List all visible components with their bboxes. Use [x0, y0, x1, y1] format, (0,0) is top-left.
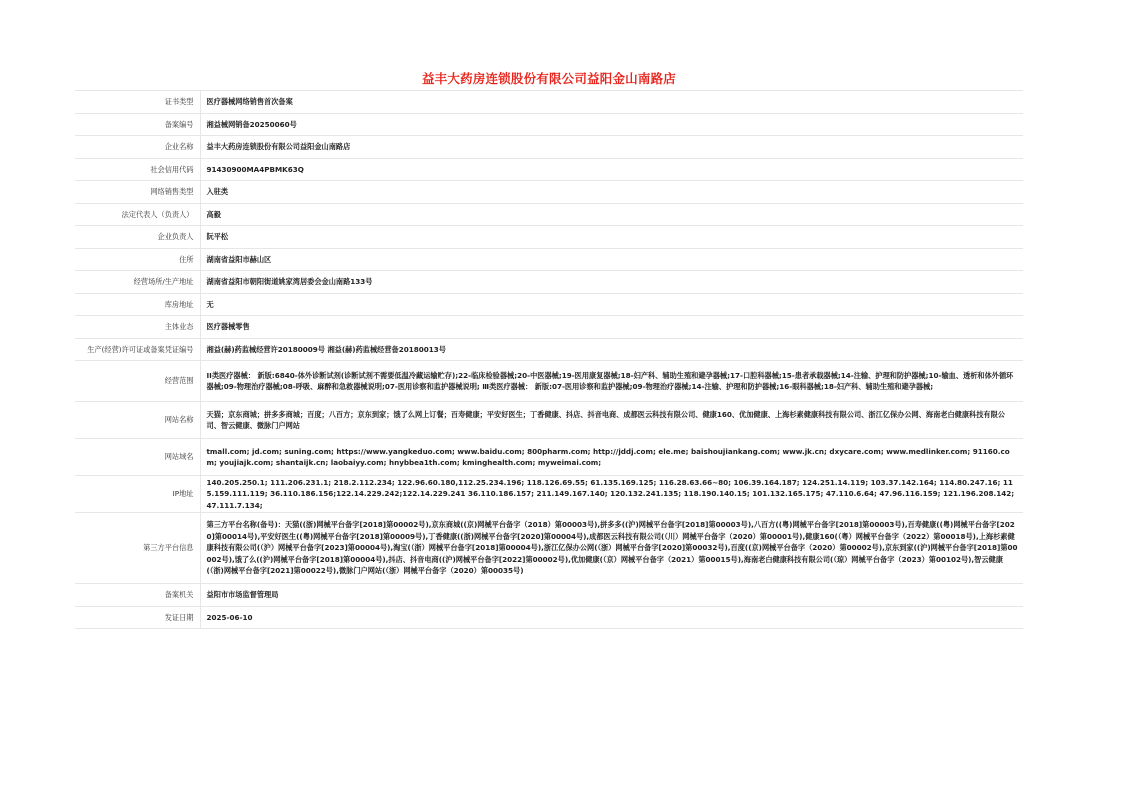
- row-legal-rep: [75, 203, 1023, 226]
- label-domains: 网站域名: [75, 439, 200, 476]
- label-legal-rep: 法定代表人（负责人）: [75, 203, 200, 226]
- label-warehouse: 库房地址: [75, 293, 200, 316]
- row-filing-authority: [75, 584, 1023, 607]
- label-company-head: 企业负责人: [75, 226, 200, 249]
- value-warehouse: 无: [200, 293, 1023, 316]
- value-company-name: 益丰大药房连锁股份有限公司益阳金山南路店: [200, 136, 1023, 159]
- label-filing-authority: 备案机关: [75, 584, 200, 607]
- label-ip-addresses: IP地址: [75, 476, 200, 513]
- row-company-name: [75, 136, 1023, 159]
- value-credit-code: 91430900MA4PBMK63Q: [200, 158, 1023, 181]
- value-third-party-platforms: 第三方平台名称(备号)：天猫((浙)网械平台备字[2018]第00002号),京东商城((京)网械平台备字（2018）第00003号),拼多多((沪)网械平台备字[2018]第00003号),八百方((粤)网械平台备字[2018]第00003号),百寿健康((粤)网械平台备字[2020]第00014号),平安好医生((粤)网械平台备字[2018]第00009号),丁香健康((浙)网械平台备字[2020]第00004号),成都医云科技有限公司(（川）网械平台备字（2020）第00001号),健康160(（粤）网械平台备字（2022）第00018号),上海杉素健康科技有限公司(（沪）网械平台备字[2023]第00004号),淘宝(（浙）网械平台备字[2018]第00004号),浙江亿保办公网(（浙）网械平台备字[2020]第00032号),百度((京)网械平台备字（2020）第00002号),京东到家((沪)网械平台备字[2018]第00002号),饿了么((沪)网械平台备字[2018]第00004号),抖店、抖音电商((沪)网械平台备字[2022]第00002号),优加健康(（京）网械平台备字（2021）第00015号),海南老白健康科技有限公司(（琼）网械平台备字（2023）第00102号),智云健康(（浙)网械平台备字[2021]第00022号),微脉门户网站(（浙）网械平台备字（2020）第00035号): [200, 513, 1023, 584]
- info-table: [75, 91, 1023, 629]
- row-filing-number: [75, 113, 1023, 136]
- label-certificate-type: 证书类型: [75, 91, 200, 113]
- label-issue-date: 发证日期: [75, 606, 200, 629]
- label-license-number: 生产(经营)许可证或备案凭证编号: [75, 338, 200, 361]
- row-residence: [75, 248, 1023, 271]
- label-business-address: 经营场所/生产地址: [75, 271, 200, 294]
- label-website-names: 网站名称: [75, 402, 200, 439]
- row-company-head: [75, 226, 1023, 249]
- row-business-address: [75, 271, 1023, 294]
- row-business-scope: [75, 361, 1023, 402]
- label-company-name: 企业名称: [75, 136, 200, 159]
- value-website-names: 天猫；京东商城；拼多多商城；百度；八百方；京东到家；饿了么网上订餐；百寿健康；平安好医生；丁香健康、抖店、抖音电商、成都医云科技有限公司、健康160、优加健康、上海杉素健康科技有限公司、浙江亿保办公网、海南老白健康科技有限公司、智云健康、微脉门户网站: [200, 402, 1023, 439]
- row-sales-type: [75, 181, 1023, 204]
- value-filing-number: 湘益械网销备20250060号: [200, 113, 1023, 136]
- row-business-form: [75, 316, 1023, 339]
- value-license-number: 湘益(赫)药监械经营许20180009号 湘益(赫)药监械经营备20180013号: [200, 338, 1023, 361]
- value-ip-addresses: 140.205.250.1; 111.206.231.1; 218.2.112.234; 122.96.60.180,112.25.234.196; 118.126.69.55; 61.135.169.125; 116.28.63.66~80; 106.39.164.187; 124.251.14.119; 103.37.142.164; 114.80.247.16; 115.159.111.119; 36.110.186.156;122.14.229.242;122.14.229.241 36.110.186.157; 211.149.167.140; 120.132.241.135; 118.190.140.15; 101.132.165.175; 47.110.6.64; 47.96.116.159; 121.196.208.142; 47.111.7.134;: [200, 476, 1023, 513]
- value-business-form: 医疗器械零售: [200, 316, 1023, 339]
- certificate-sheet: [75, 65, 1023, 629]
- label-third-party-platforms: 第三方平台信息: [75, 513, 200, 584]
- title-row: [75, 65, 1023, 91]
- row-credit-code: [75, 158, 1023, 181]
- value-business-address: 湖南省益阳市朝阳街道姚家湾居委会金山南路133号: [200, 271, 1023, 294]
- label-credit-code: 社会信用代码: [75, 158, 200, 181]
- row-warehouse: [75, 293, 1023, 316]
- value-legal-rep: 高毅: [200, 203, 1023, 226]
- row-license-number: [75, 338, 1023, 361]
- label-residence: 住所: [75, 248, 200, 271]
- label-business-form: 主体业态: [75, 316, 200, 339]
- value-residence: 湖南省益阳市赫山区: [200, 248, 1023, 271]
- row-third-party-platforms: [75, 513, 1023, 584]
- value-certificate-type: 医疗器械网络销售首次备案: [200, 91, 1023, 113]
- label-sales-type: 网络销售类型: [75, 181, 200, 204]
- row-issue-date: [75, 606, 1023, 629]
- value-company-head: 阮平松: [200, 226, 1023, 249]
- value-business-scope: II类医疗器械： 新版:6840-体外诊断试剂(诊断试剂不需要低温冷藏运输贮存);22-临床检验器械;20-中医器械;19-医用康复器械;18-妇产科、辅助生殖和避孕器械;17-口腔科器械;15-患者承载器械;14-注输、护理和防护器械;10-输血、透析和体外循环器械;09-物理治疗器械;08-呼吸、麻醉和急救器械说明;07-医用诊察和监护器械说明; Ⅲ类医疗器械： 新版:07-医用诊察和监护器械;09-物理治疗器械;14-注输、护理和防护器械;16-眼科器械;18-妇产科、辅助生殖和避孕器械;: [200, 361, 1023, 402]
- value-filing-authority: 益阳市市场监督管理局: [200, 584, 1023, 607]
- label-business-scope: 经营范围: [75, 361, 200, 402]
- value-domains: tmall.com; jd.com; suning.com; https://www.yangkeduo.com; www.baidu.com; 800pharm.com; http://jddj.com; ele.me; baishoujiankang.com; www.jk.cn; dxycare.com; www.medlinker.com; 91160.com; youjiajk.com; shantaijk.cn; laobaiyy.com; hnybbea1th.com; kminghealth.com; myweimai.com;: [200, 439, 1023, 476]
- row-certificate-type: [75, 91, 1023, 113]
- row-website-names: [75, 402, 1023, 439]
- page-title: 益丰大药房连锁股份有限公司益阳金山南路店: [421, 70, 676, 86]
- label-filing-number: 备案编号: [75, 113, 200, 136]
- value-issue-date: 2025-06-10: [200, 606, 1023, 629]
- row-domains: [75, 439, 1023, 476]
- row-ip-addresses: [75, 476, 1023, 513]
- value-sales-type: 入驻类: [200, 181, 1023, 204]
